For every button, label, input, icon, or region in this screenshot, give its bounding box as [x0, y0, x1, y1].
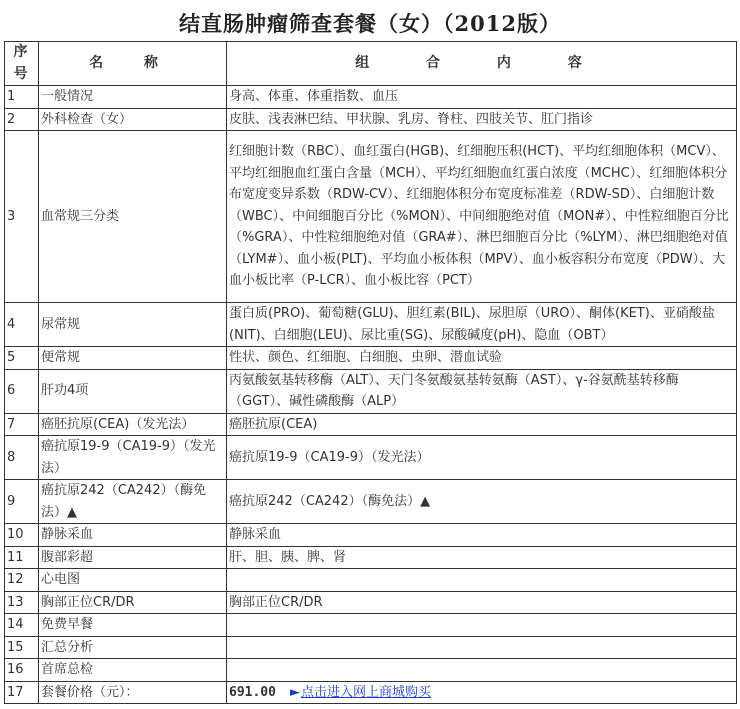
item-combo: 癌抗原242（CA242）（酶免法）▲ — [227, 480, 737, 524]
item-name: 癌抗原242（CA242）（酶免法）▲ — [39, 480, 227, 524]
item-combo: 丙氨酸氨基转移酶（ALT）、天门冬氨酸氨基转氨酶（AST）、γ-谷氨酰基转移酶（GGT）、碱性磷酸酶（ALP） — [227, 369, 737, 413]
table-body — [5, 86, 737, 704]
item-name: 外科检查（女） — [39, 108, 227, 131]
row-number: 4 — [5, 303, 39, 347]
buy-online-link[interactable] — [290, 685, 431, 700]
row-number: 12 — [5, 569, 39, 592]
row-number: 6 — [5, 369, 39, 413]
table-row — [5, 659, 737, 682]
table-row — [5, 108, 737, 131]
item-combo: 性状、颜色、红细胞、白细胞、虫卵、潜血试验 — [227, 347, 737, 370]
item-combo: 胸部正位CR/DR — [227, 591, 737, 614]
item-name: 尿常规 — [39, 303, 227, 347]
item-combo — [227, 614, 737, 637]
table-row — [5, 546, 737, 569]
table-row — [5, 524, 737, 547]
package-table — [4, 41, 737, 704]
item-combo: 静脉采血 — [227, 524, 737, 547]
item-name: 血常规三分类 — [39, 131, 227, 303]
row-number: 3 — [5, 131, 39, 303]
item-name: 肝功4项 — [39, 369, 227, 413]
buy-online-link-label: 点击进入网上商城购买 — [300, 684, 431, 700]
item-name: 癌抗原19-9（CA19-9）（发光法） — [39, 436, 227, 480]
item-combo: 肝、胆、胰、脾、肾 — [227, 546, 737, 569]
row-number: 14 — [5, 614, 39, 637]
item-combo: 蛋白质(PRO)、葡萄糖(GLU)、胆红素(BIL)、尿胆原（URO）、酮体(KET)、亚硝酸盐(NIT)、白细胞(LEU)、尿比重(SG)、尿酸碱度(pH)、隐血（OBT） — [227, 303, 737, 347]
triangle-right-icon: ► — [289, 684, 300, 700]
item-combo — [227, 659, 737, 682]
header-name: 名 称 — [39, 42, 227, 86]
row-number: 8 — [5, 436, 39, 480]
header-combo: 组 合 内 容 — [227, 42, 737, 86]
row-number: 2 — [5, 108, 39, 131]
item-name: 腹部彩超 — [39, 546, 227, 569]
page-title: 结直肠肿瘤筛查套餐（女）（2012版） — [179, 11, 561, 36]
row-number: 15 — [5, 636, 39, 659]
table-row — [5, 636, 737, 659]
row-number: 7 — [5, 413, 39, 436]
price-value: 691.00 — [229, 684, 276, 700]
item-name: 静脉采血 — [39, 524, 227, 547]
row-number: 1 — [5, 86, 39, 109]
table-row — [5, 369, 737, 413]
row-number: 10 — [5, 524, 39, 547]
item-name: 首席总检 — [39, 659, 227, 682]
row-number: 16 — [5, 659, 39, 682]
item-name: 一般情况 — [39, 86, 227, 109]
table-row — [5, 569, 737, 592]
row-number: 13 — [5, 591, 39, 614]
table-row — [5, 86, 737, 109]
row-number: 5 — [5, 347, 39, 370]
row-number: 17 — [5, 681, 39, 704]
price-cell — [227, 681, 737, 704]
item-combo — [227, 569, 737, 592]
price-row — [5, 681, 737, 704]
header-no: 序号 — [5, 42, 39, 86]
item-combo: 红细胞计数（RBC）、血红蛋白(HGB)、红细胞压积(HCT)、平均红细胞体积（MCV）、平均红细胞血红蛋白含量（MCH）、平均红细胞血红蛋白浓度（MCHC）、红细胞体积分布宽度变异系数（RDW-CV）、红细胞体积分布宽度标准差（RDW-SD）、白细胞计数（WBC）、中间细胞百分比（%MON）、中间细胞绝对值（MON#）、中性粒细胞百分比（%GRA）、中性粒细胞绝对值（GRA#）、淋巴细胞百分比（%LYM）、淋巴细胞绝对值（LYM#）、血小板(PLT)、平均血小板体积（MPV）、血小板容积分布宽度（PDW）、大血小板比率（P-LCR）、血小板比容（PCT） — [227, 131, 737, 303]
price-label: 套餐价格（元）： — [39, 681, 227, 704]
table-row — [5, 614, 737, 637]
item-name: 癌胚抗原(CEA)（发光法） — [39, 413, 227, 436]
item-combo: 皮肤、浅表淋巴结、甲状腺、乳房、脊柱、四肢关节、肛门指诊 — [227, 108, 737, 131]
item-name: 汇总分析 — [39, 636, 227, 659]
item-combo: 癌胚抗原(CEA) — [227, 413, 737, 436]
item-combo — [227, 636, 737, 659]
item-name: 心电图 — [39, 569, 227, 592]
table-row — [5, 591, 737, 614]
table-row — [5, 413, 737, 436]
table-row — [5, 436, 737, 480]
table-row — [5, 303, 737, 347]
table-row — [5, 131, 737, 303]
item-combo: 癌抗原19-9（CA19-9）（发光法） — [227, 436, 737, 480]
row-number: 9 — [5, 480, 39, 524]
item-name: 免费早餐 — [39, 614, 227, 637]
item-name: 便常规 — [39, 347, 227, 370]
table-header-row — [5, 42, 737, 86]
item-combo: 身高、体重、体重指数、血压 — [227, 86, 737, 109]
table-row — [5, 347, 737, 370]
item-name: 胸部正位CR/DR — [39, 591, 227, 614]
row-number: 11 — [5, 546, 39, 569]
table-row — [5, 480, 737, 524]
